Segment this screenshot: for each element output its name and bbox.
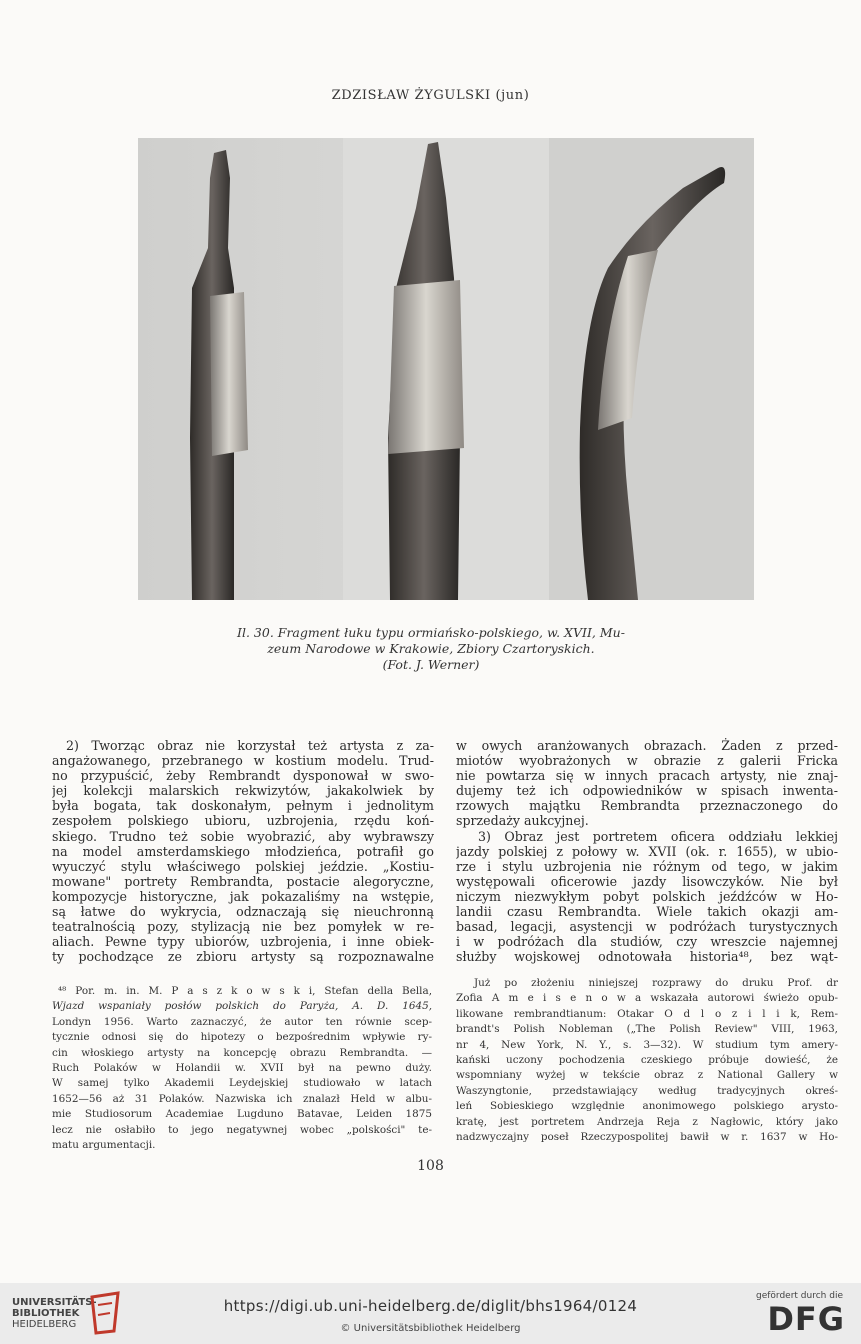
text-line: teatralnością pozy, stylizacją nie bez pomyłek w re-	[52, 919, 434, 935]
footnote-line: W samej tylko Akademii Leydejskiej studiowało w latach	[52, 1077, 432, 1090]
caption-line: Il. 30. Fragment łuku typu ormiańsko-polskiego, w. XVII, Mu-	[237, 625, 625, 640]
text-line: 3) Obraz jest portretem oficera oddziału lekkiej	[478, 828, 838, 844]
library-logo-line: HEIDELBERG	[12, 1319, 77, 1330]
text-line: miotów wyobrażonych w obrazie z galerii Fricka	[456, 753, 838, 769]
footnote-line: tycznie odnosi się do hipotezy o bezpośrednim wpływie ry-	[52, 1031, 432, 1044]
funder-note: gefördert durch die	[756, 1291, 843, 1301]
copyright-notice: © Universitätsbibliothek Heidelberg	[340, 1323, 521, 1334]
text-line: 2) Tworząc obraz nie korzystał też artysta z za-	[66, 738, 434, 753]
text-line: dujemy też ich odpowiedników w spisach inwenta-	[456, 783, 838, 799]
footnote-line: matu argumentacji.	[52, 1139, 156, 1152]
body-text-right-column	[456, 738, 838, 964]
caption-line: zeum Narodowe w Krakowie, Zbiory Czartoryskich.	[267, 641, 595, 656]
page-number: 108	[417, 1158, 444, 1174]
footnote-line: Już po złożeniu niniejszej rozprawy do druku Prof. dr	[474, 977, 838, 989]
text-line: na model amsterdamskiego młodzieńca, potrafił go	[52, 843, 434, 859]
text-line: służby wojskowej odnotowała historia⁴⁸, bez wąt-	[456, 949, 838, 965]
body-text-left-column	[52, 738, 434, 964]
footnote-line: kratę, jest portretem Andrzeja Reja z Nagłowic, który jako	[456, 1115, 838, 1128]
permalink-url[interactable]: https://digi.ub.uni-heidelberg.de/diglit/bhs1964/0124	[223, 1297, 638, 1315]
text-line: jazdy polskiej z połowy w. XVII (ok. r. 1655), w ubio-	[456, 843, 838, 859]
footnote-line: nr 4, New York, N. Y., s. 3—32). W studium tym amery-	[456, 1038, 838, 1051]
footnote-line: mie Studiosorum Academiae Lugduno Batavae, Leiden 1875	[52, 1108, 432, 1121]
text-line: angażowanego, przebranego w kostium modelu. Trud-	[52, 753, 434, 769]
text-line: landii czasu Rembrandta. Wiele takich okazji am-	[456, 904, 838, 920]
text-line: skiego. Trudno też sobie wyobrazić, aby wybrawszy	[52, 828, 434, 844]
text-line: mowane" portrety Rembrandta, postacie alegoryczne,	[52, 873, 434, 889]
text-line: zespołem polskiego ubioru, uzbrojenia, rzędu koń-	[52, 813, 434, 829]
text-line: w owych aranżowanych obrazach. Żaden z przed-	[456, 738, 838, 753]
bow-fragment-photograph	[138, 138, 754, 600]
running-header: ZDZISŁAW ŻYGULSKI (jun)	[331, 88, 530, 103]
text-line: sprzedaży aukcyjnej.	[456, 813, 589, 829]
footnote-line: Ruch Polaków w Holandii w. XVII był na pewno duży.	[52, 1062, 432, 1075]
dfg-logo[interactable]: DFG	[767, 1300, 845, 1338]
footnote-line: likowane rembrandtianum: Otakar O d l o z i l i k, Rem-	[456, 1007, 838, 1020]
footnote-line: Wjazd wspaniały posłów polskich do Paryża, A. D. 1645,	[52, 1000, 432, 1013]
text-line: jej kolekcji malarskich rekwizytów, jakakolwiek by	[52, 783, 434, 799]
library-logo-line: BIBLIOTHEK	[12, 1308, 80, 1319]
text-line: kompozycje historyczne, jak pokazaliśmy na wstępie,	[52, 888, 434, 904]
text-line: była bogata, tak doskonałym, pełnym i jednolitym	[52, 798, 434, 814]
text-line: niczym niezwykłym pobyt polskich jeźdźców w Ho-	[456, 888, 838, 904]
caption-line: (Fot. J. Werner)	[382, 657, 480, 672]
footnote-line: brandt's Polish Nobleman („The Polish Review" VIII, 1963,	[456, 1023, 838, 1036]
footnote-line: leń Sobieskiego względnie anonimowego polskiego arysto-	[456, 1100, 838, 1113]
footnote-line: nadzwyczajny poseł Rzeczypospolitej bawił w r. 1637 w Ho-	[456, 1131, 838, 1144]
text-line: występowali oficerowie jazdy lisowczyków. Nie był	[456, 873, 838, 889]
footnote-line: Zofia A m e i s e n o w a wskazała autorowi świeżo opub-	[456, 992, 838, 1005]
text-line: aliach. Pewne typy ubiorów, uzbrojenia, i inne obiek-	[52, 934, 434, 950]
text-line: basad, legacji, asystencji w podróżach turystycznych	[456, 919, 838, 935]
footnote-line: wspomniany wyżej w tekście obraz z National Gallery w	[456, 1069, 838, 1082]
footnote-left-column	[52, 984, 432, 1153]
footnote-line: kański uczony pochodzenia czeskiego próbuje dowieść, że	[456, 1054, 838, 1067]
text-line: rze i stylu uzbrojenia nie różnym od tego, w jakim	[456, 858, 838, 874]
footnote-line: Londyn 1956. Warto zaznaczyć, że autor ten równie scep-	[52, 1015, 432, 1028]
text-line: są łatwe do wykrycia, odznaczają się nieuchronną	[52, 904, 434, 920]
library-logo-line: UNIVERSITÄTS-	[12, 1297, 97, 1308]
text-line: rzowych majątku Rembrandta przeznaczonego do	[456, 798, 838, 814]
viewer-footer	[0, 1283, 861, 1344]
footnote-right-column	[456, 976, 838, 1145]
text-line: wyuczyć stylu właściwego polskiej jeździe. „Kostiu-	[52, 858, 434, 874]
text-line: nie powtarza się w innych pracach artysty, nie znaj-	[456, 768, 838, 784]
footnote-line: cin włoskiego artysty na koncepcję obrazu Rembrandta. —	[52, 1046, 432, 1059]
footnote-line: lecz nie osłabiło to jego negatywnej wobec „polskości" te-	[52, 1123, 432, 1136]
text-line: ty pochodzące ze zbioru artysty są rozpoznawalne	[52, 949, 434, 965]
figure-caption	[200, 625, 662, 673]
text-line: no przypuścić, żeby Rembrandt dysponował w swo-	[52, 768, 434, 784]
footnote-line: Waszyngtonie, przedstawiający według tradycyjnych okreś-	[456, 1084, 838, 1097]
footnote-line: ⁴⁸ Por. m. in. M. P a s z k o w s k i, Stefan della Bella,	[58, 985, 432, 997]
footnote-line: 1652—56 aż 31 Polaków. Nazwiska ich znalazł Held w albu-	[52, 1092, 432, 1105]
text-line: i w podróżach dla studiów, czy wreszcie najemnej	[456, 934, 838, 950]
